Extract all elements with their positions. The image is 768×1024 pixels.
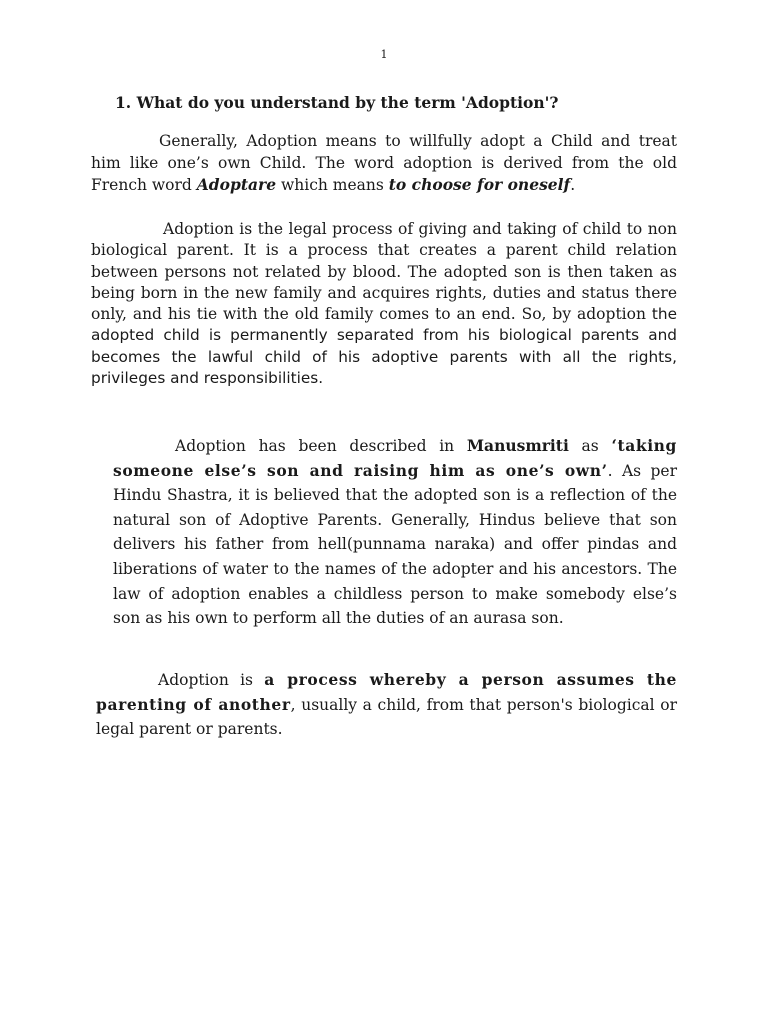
paragraph-definition — [91, 131, 677, 197]
paragraph-text: , usually a child, from that person's biological or legal parent or parents. — [96, 695, 677, 738]
question-heading: 1. What do you understand by the term 'Adoption'? — [115, 93, 559, 112]
term-meaning: to choose for oneself — [388, 175, 571, 194]
page-number: 1 — [380, 48, 388, 61]
source-manusmriti: Manusmriti — [466, 436, 569, 455]
manusmriti-quote: ‘taking someone else’s son and raising him as one’s own’ — [113, 436, 677, 480]
paragraph-text: Generally, Adoption means to willfully adopt a Child and treat him like one’s own Child. The word adoption is derived from the old French word — [91, 132, 677, 194]
paragraph-text: . As per Hindu Shastra, it is believed that the adopted son is a reflection of the natural son of Adoptive Parents. Generally, Hindus believe that son delivers his father from hell(punnama naraka) and offer pindas and liberations of water to the names of the adopter and his ancestors. The law of adoption enables a childless person to make somebody else’s son as his own to perform all the duties of an aurasa son. — [113, 461, 677, 628]
paragraph-legal-process — [91, 219, 677, 389]
paragraph-parenting — [96, 668, 677, 742]
paragraph-text: Adoption is the legal process of giving and taking of child to non biological parent. It is a process that creates a parent child relation between persons not related by blood. The adopted son is then taken as being born in the new family and acquires rights, duties and status there only, and his tie with the old family comes to an end. So, by adoption — [91, 220, 677, 324]
paragraph-manusmriti — [113, 434, 677, 631]
term-adoptare: Adoptare — [196, 175, 277, 194]
paragraph-text: as — [568, 437, 612, 455]
paragraph-text: Adoption is — [158, 671, 265, 689]
paragraph-emphasis: the adopted child is permanently separated from his biological parents and becomes the lawful child of his adoptive parents with all the rights, privileges and responsibilities. — [91, 305, 677, 388]
parenting-definition: a process whereby a person assumes the parenting of another — [96, 670, 678, 714]
paragraph-text: . — [570, 176, 576, 194]
paragraph-text: Adoption has been described in — [175, 437, 467, 455]
paragraph-text: which means — [276, 176, 389, 194]
